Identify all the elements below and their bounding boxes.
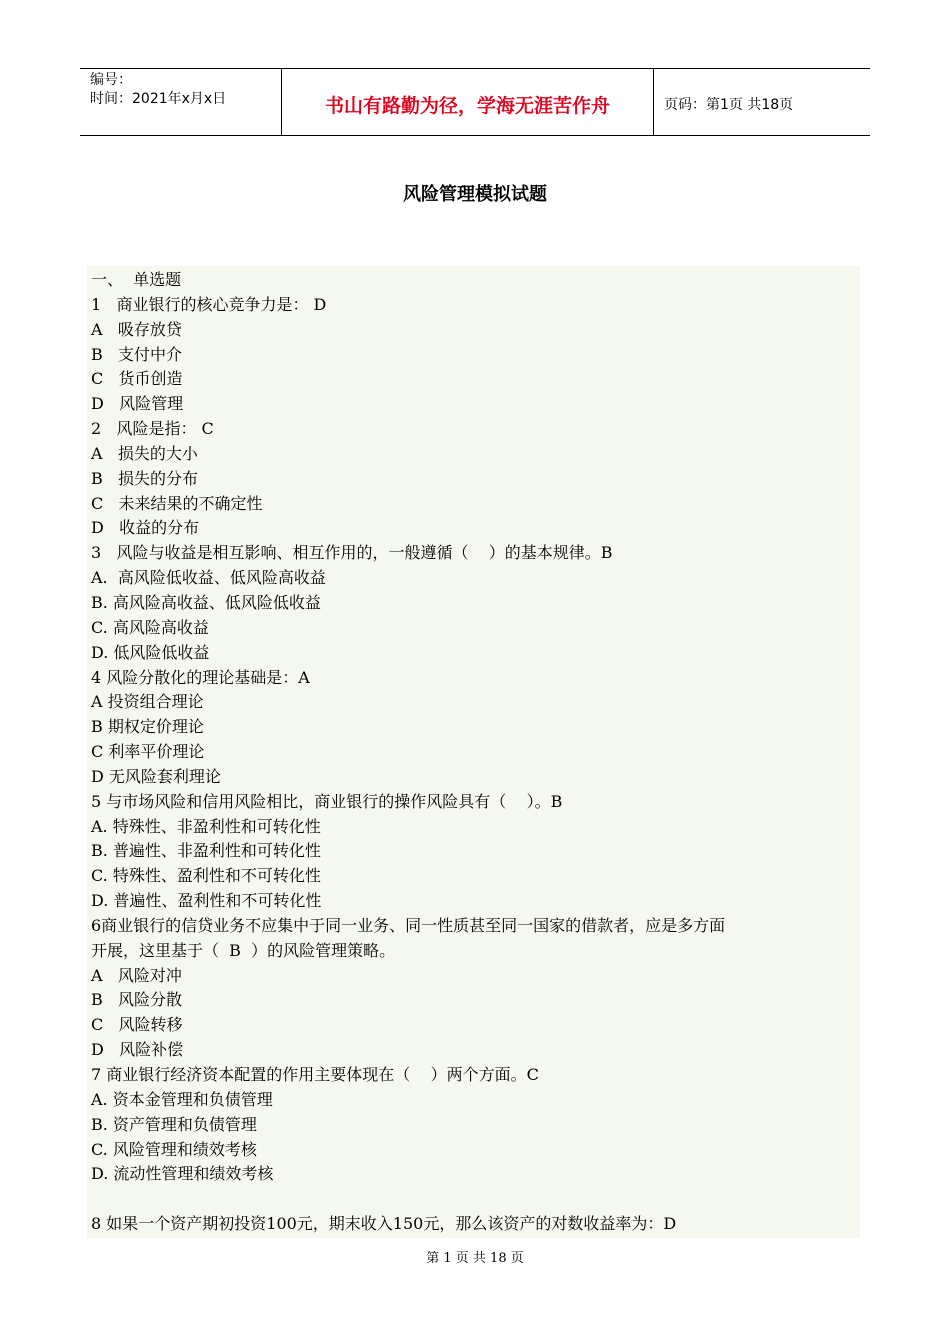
text-line: A 投资组合理论 <box>91 692 204 712</box>
text-line: B 期权定价理论 <box>91 717 204 737</box>
text-line: A 损失的大小 <box>91 443 198 463</box>
text-line: 开展，这里基于（ B ）的风险管理策略。 <box>91 940 396 960</box>
text-line: B. 资产管理和负债管理 <box>91 1114 257 1134</box>
text-line: B. 普遍性、非盈利性和可转化性 <box>91 841 321 861</box>
text-line: C 利率平价理论 <box>91 742 205 762</box>
text-line: D. 低风险低收益 <box>91 642 210 662</box>
header-motto: 书山有路勤为径，学海无涯苦作舟 <box>282 69 654 135</box>
text-line: C. 高风险高收益 <box>91 617 209 637</box>
text-line: C 货币创造 <box>91 369 183 389</box>
text-line: D. 流动性管理和绩效考核 <box>91 1164 274 1184</box>
document-title: 风险管理模拟试题 <box>403 184 547 205</box>
text-line: D 风险管理 <box>91 394 184 414</box>
page-footer: 第 1 页 共 18 页 <box>426 1251 524 1266</box>
text-line: A. 高风险低收益、低风险高收益 <box>91 568 326 588</box>
text-line: A 吸存放贷 <box>91 319 182 339</box>
text-line: 3 风险与收益是相互影响、相互作用的，一般遵循（ ）的基本规律。B <box>91 543 613 563</box>
text-line: D 收益的分布 <box>91 518 200 538</box>
text-line: A. 资本金管理和负债管理 <box>91 1089 273 1109</box>
text-line: C. 风险管理和绩效考核 <box>91 1139 257 1159</box>
text-line <box>91 1187 860 1212</box>
text-line: D. 普遍性、盈利性和不可转化性 <box>91 891 322 911</box>
text-line: B. 高风险高收益、低风险低收益 <box>91 592 321 612</box>
text-line: 7 商业银行经济资本配置的作用主要体现在（ ）两个方面。C <box>91 1065 539 1084</box>
question-body <box>87 266 860 1238</box>
text-line: 2 风险是指： C <box>91 419 214 439</box>
text-line: A 风险对冲 <box>91 965 182 985</box>
time-label: 时间：2021年x月x日 <box>90 91 227 107</box>
text-line: 8 如果一个资产期初投资100元，期末收入150元，那么该资产的对数收益率为：D <box>91 1214 677 1234</box>
text-line: D 无风险套利理论 <box>91 766 221 786</box>
text-line: D 风险补偿 <box>91 1040 184 1060</box>
text-line: B 损失的分布 <box>91 468 199 488</box>
text-line: 1 商业银行的核心竞争力是： D <box>91 294 327 314</box>
text-line: 一、 单选题 <box>91 270 182 289</box>
text-line: C 风险转移 <box>91 1015 183 1035</box>
header-page-info: 页码：第1页 共18页 <box>664 97 794 113</box>
text-line: B 支付中介 <box>91 344 183 364</box>
number-label: 编号： <box>90 72 132 88</box>
text-line: 4 风险分散化的理论基础是：A <box>91 667 310 687</box>
text-line: B 风险分散 <box>91 990 183 1010</box>
text-line: 6商业银行的信贷业务不应集中于同一业务、同一性质甚至同一国家的借款者，应是多方面 <box>91 915 726 935</box>
text-line: 5 与市场风险和信用风险相比，商业银行的操作风险具有（ ）。B <box>91 791 563 811</box>
page-header <box>80 68 870 136</box>
text-line: C 未来结果的不确定性 <box>91 493 263 513</box>
text-line: C. 特殊性、盈利性和不可转化性 <box>91 866 321 886</box>
header-left-cell <box>80 69 282 135</box>
text-line: A. 特殊性、非盈利性和可转化性 <box>91 816 321 836</box>
